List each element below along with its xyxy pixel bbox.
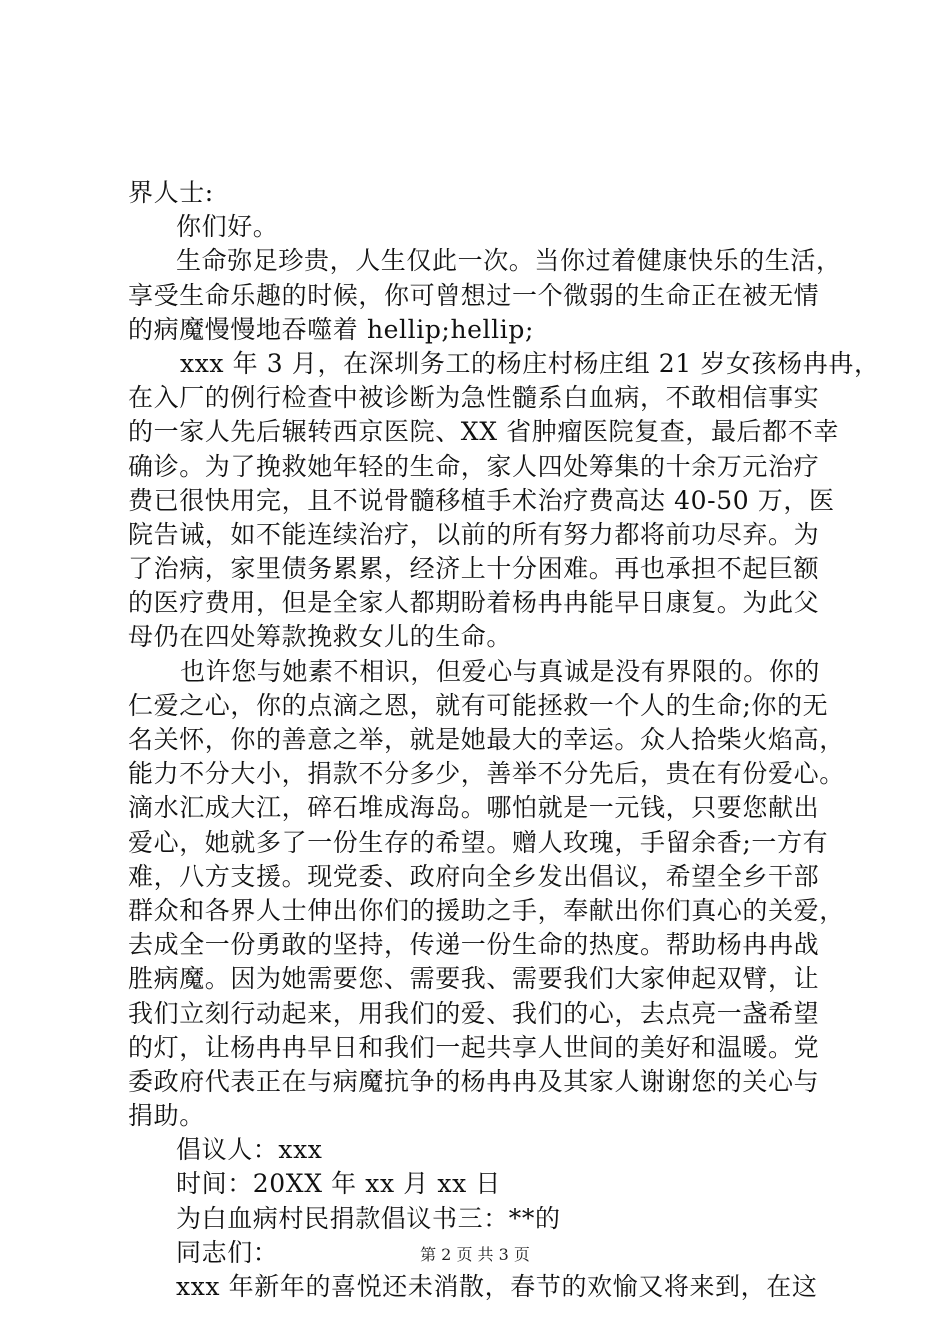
initiator-line: 倡议人：xxx <box>176 1135 323 1165</box>
greeting-line: 你们好。 <box>176 212 279 242</box>
text-line: 享受生命乐趣的时候，你可曾想过一个微弱的生命正在被无情 <box>128 280 820 310</box>
text-line: 捐助。 <box>128 1101 205 1131</box>
text-line: 院告诫，如不能连续治疗，以前的所有努力都将前功尽弃。为 <box>128 519 820 549</box>
document-body <box>128 176 880 1304</box>
text-line: 费已很快用完，且不说骨髓移植手术治疗费高达 40-50 万，医 <box>128 485 835 515</box>
paragraph-4-start: xxx 年新年的喜悦还未消散，春节的欢愉又将来到，在这 <box>176 1272 818 1301</box>
text-line: 群众和各界人士伸出你们的援助之手，奉献出你们真心的关爱， <box>128 895 845 925</box>
paragraph-1-start: 生命弥足珍贵，人生仅此一次。当你过着健康快乐的生活， <box>176 246 842 276</box>
text-line: 能力不分大小，捐款不分多少，善举不分先后，贵在有份爱心。 <box>128 759 845 789</box>
text-line: 的医疗费用，但是全家人都期盼着杨冉冉能早日康复。为此父 <box>128 588 820 618</box>
text-line: 了治病，家里债务累累，经济上十分困难。再也承担不起巨额 <box>128 554 820 584</box>
text-line: 去成全一份勇敢的坚持，传递一份生命的热度。帮助杨冉冉战 <box>128 930 820 960</box>
text-line: 名关怀，你的善意之举，就是她最大的幸运。众人拾柴火焰高， <box>128 725 845 754</box>
text-line: 界人士: <box>128 178 214 207</box>
text-line: 母仍在四处筹款挽救女儿的生命。 <box>128 622 513 652</box>
paragraph-2-start: xxx 年 3 月，在深圳务工的杨庄村杨庄组 21 岁女孩杨冉冉， <box>180 348 880 378</box>
text-line: 委政府代表正在与病魔抗争的杨冉冉及其家人谢谢您的关心与 <box>128 1066 820 1096</box>
page-number: 第 2 页 共 3 页 <box>420 1245 530 1264</box>
text-line: 滴水汇成大江，碎石堆成海岛。哪怕就是一元钱，只要您献出 <box>128 793 820 823</box>
text-line: 的病魔慢慢地吞噬着 hellip;hellip; <box>128 314 534 344</box>
text-line: 的灯，让杨冉冉早日和我们一起共享人世间的美好和温暖。党 <box>128 1032 820 1062</box>
text-line: 爱心，她就多了一份生存的希望。赠人玫瑰，手留余香;一方有 <box>128 827 829 857</box>
text-line: 胜病魔。因为她需要您、需要我、需要我们大家伸起双臂，让 <box>128 964 820 994</box>
salutation-line: 同志们： <box>176 1237 279 1267</box>
text-line: 确诊。为了挽救她年轻的生命，家人四处筹集的十余万元治疗 <box>128 451 820 481</box>
text-line: 难，八方支援。现党委、政府向全乡发出倡议，希望全乡干部 <box>128 861 820 891</box>
text-line: 在入厂的例行检查中被诊断为急性髓系白血病，不敢相信事实 <box>128 383 820 413</box>
paragraph-3-start: 也许您与她素不相识，但爱心与真诚是没有界限的。你的 <box>180 656 821 686</box>
text-line: 的一家人先后辗转西京医院、XX 省肿瘤医院复查，最后都不幸 <box>128 417 839 447</box>
date-line: 时间：20XX 年 xx 月 xx 日 <box>176 1169 501 1199</box>
section-title: 为白血病村民捐款倡议书三：**的 <box>176 1203 561 1233</box>
text-line: 我们立刻行动起来，用我们的爱、我们的心，去点亮一盏希望 <box>128 998 820 1028</box>
text-line: 仁爱之心，你的点滴之恩，就有可能拯救一个人的生命;你的无 <box>128 690 829 720</box>
